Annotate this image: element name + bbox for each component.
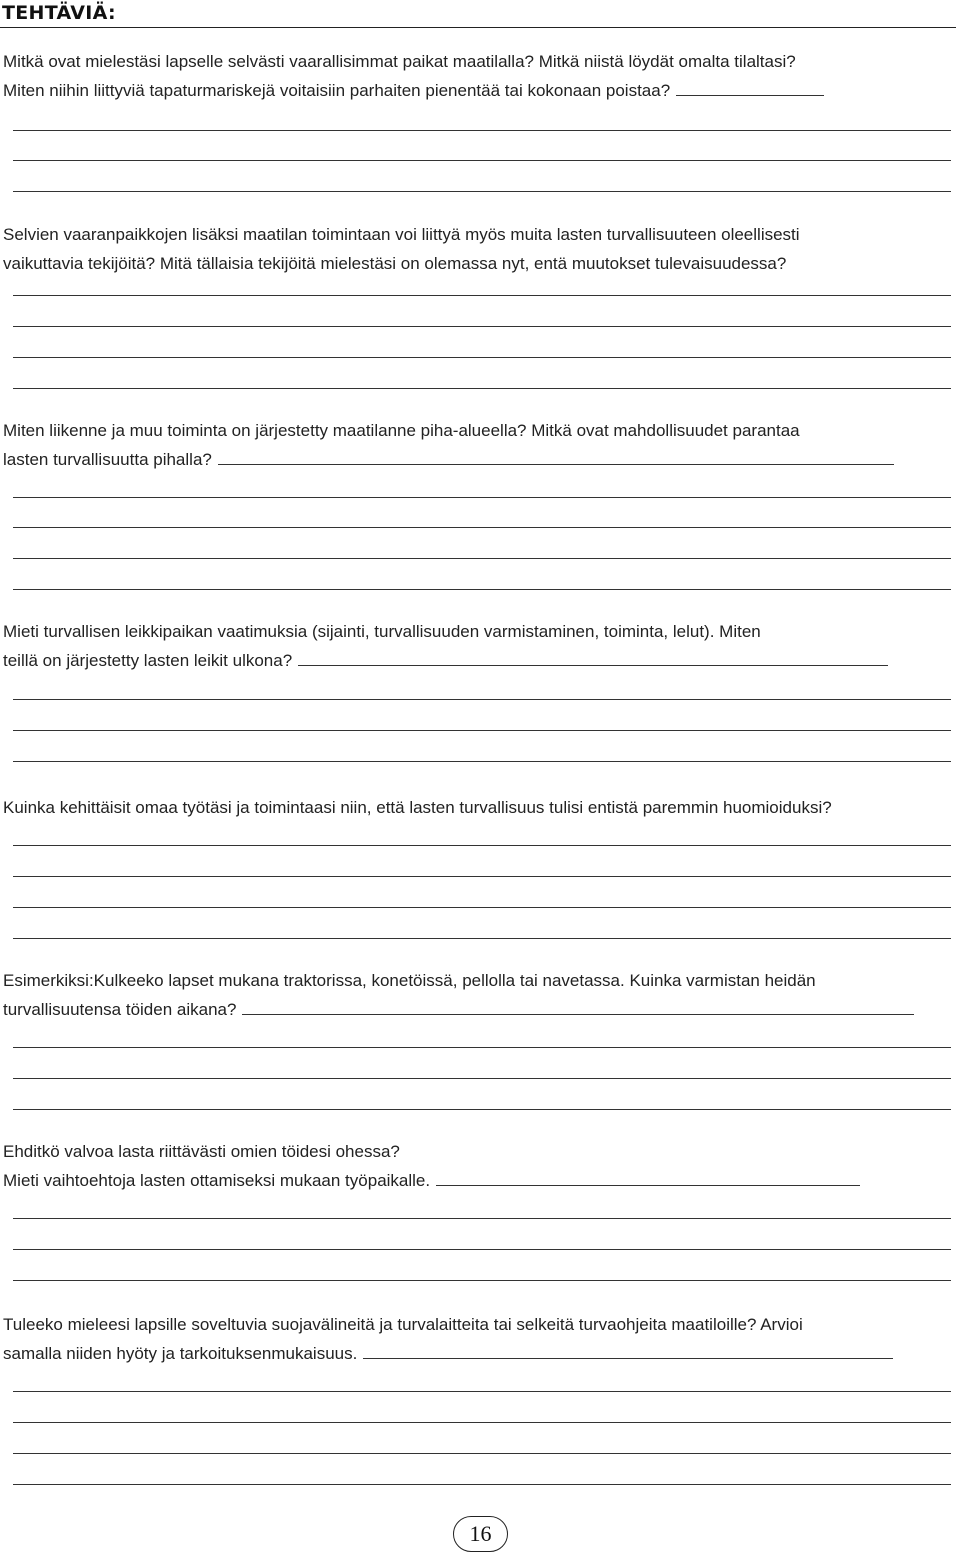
answer-line[interactable] (13, 388, 951, 389)
answer-line[interactable] (13, 1422, 951, 1423)
answer-field-7-inline[interactable] (436, 1185, 860, 1186)
question-8-line-1: Tuleeko mieleesi lapsille soveltuvia suojavälineitä ja turvalaitteita tai selkeitä turvaohjeita maatiloille? Arvioi (3, 1315, 803, 1334)
question-5-line-1: Kuinka kehittäisit omaa työtäsi ja toimintaasi niin, että lasten turvallisuus tulisi entistä paremmin huomioiduksi? (3, 798, 832, 817)
answer-line[interactable] (13, 1484, 951, 1485)
answer-line[interactable] (13, 1249, 951, 1250)
question-5 (3, 793, 832, 822)
question-2-line-1: Selvien vaaranpaikkojen lisäksi maatilan toimintaan voi liittyä myös muita lasten turvallisuuteen oleellisesti (3, 225, 800, 244)
answer-line[interactable] (13, 1453, 951, 1454)
answer-line[interactable] (13, 730, 951, 731)
answer-field-1-inline[interactable] (676, 95, 824, 96)
question-1-line-2: Miten niihin liittyviä tapaturmariskejä voitaisiin parhaiten pienentää tai kokonaan poistaa? (3, 81, 671, 100)
question-7 (3, 1137, 860, 1195)
answer-line[interactable] (13, 1280, 951, 1281)
answer-line[interactable] (13, 699, 951, 700)
answer-line[interactable] (13, 907, 951, 908)
answer-line[interactable] (13, 1218, 951, 1219)
page-number-badge (453, 1516, 508, 1552)
question-1 (3, 47, 824, 105)
question-2-line-2: vaikuttavia tekijöitä? Mitä tällaisia tekijöitä mielestäsi on olemassa nyt, entä muutokset tulevaisuudessa? (3, 254, 787, 273)
answer-line[interactable] (13, 1047, 951, 1048)
answer-line[interactable] (13, 295, 951, 296)
answer-line[interactable] (13, 589, 951, 590)
question-6-line-1: Esimerkiksi:Kulkeeko lapset mukana traktorissa, konetöissä, pellolla tai navetassa. Kuinka varmistan heidän (3, 971, 816, 990)
answer-line[interactable] (13, 191, 951, 192)
question-3-line-2: lasten turvallisuutta pihalla? (3, 450, 212, 469)
question-7-line-2: Mieti vaihtoehtoja lasten ottamiseksi mukaan työpaikalle. (3, 1171, 431, 1190)
question-3 (3, 416, 894, 474)
answer-line[interactable] (13, 558, 951, 559)
answer-line[interactable] (13, 876, 951, 877)
answer-line[interactable] (13, 160, 951, 161)
question-1-line-1: Mitkä ovat mielestäsi lapselle selvästi vaarallisimmat paikat maatilalla? Mitkä niistä löydät omalta tilaltasi? (3, 52, 796, 71)
answer-line[interactable] (13, 357, 951, 358)
answer-field-3-inline[interactable] (218, 464, 894, 465)
answer-line[interactable] (13, 1109, 951, 1110)
question-4 (3, 617, 888, 675)
answer-line[interactable] (13, 1391, 951, 1392)
answer-line[interactable] (13, 761, 951, 762)
answer-line[interactable] (13, 527, 951, 528)
question-6 (3, 966, 914, 1024)
page-heading: TEHTÄVIÄ: (2, 2, 116, 24)
answer-line[interactable] (13, 1078, 951, 1079)
answer-field-8-inline[interactable] (363, 1358, 893, 1359)
question-8-line-2: samalla niiden hyöty ja tarkoituksenmukaisuus. (3, 1344, 358, 1363)
question-4-line-1: Mieti turvallisen leikkipaikan vaatimuksia (sijainti, turvallisuuden varmistaminen, toiminta, lelut). Miten (3, 622, 761, 641)
heading-rule (0, 27, 956, 28)
page-number: 16 (469, 1521, 492, 1546)
answer-line[interactable] (13, 326, 951, 327)
answer-line[interactable] (13, 938, 951, 939)
answer-line[interactable] (13, 497, 951, 498)
question-2 (3, 220, 800, 278)
question-7-line-1: Ehditkö valvoa lasta riittävästi omien töidesi ohessa? (3, 1142, 400, 1161)
answer-field-6-inline[interactable] (242, 1014, 914, 1015)
question-4-line-2: teillä on järjestetty lasten leikit ulkona? (3, 651, 293, 670)
question-3-line-1: Miten liikenne ja muu toiminta on järjestetty maatilanne piha-alueella? Mitkä ovat mahdollisuudet parantaa (3, 421, 800, 440)
answer-field-4-inline[interactable] (298, 665, 888, 666)
question-8 (3, 1310, 893, 1368)
answer-line[interactable] (13, 845, 951, 846)
answer-line[interactable] (13, 130, 951, 131)
question-6-line-2: turvallisuutensa töiden aikana? (3, 1000, 237, 1019)
